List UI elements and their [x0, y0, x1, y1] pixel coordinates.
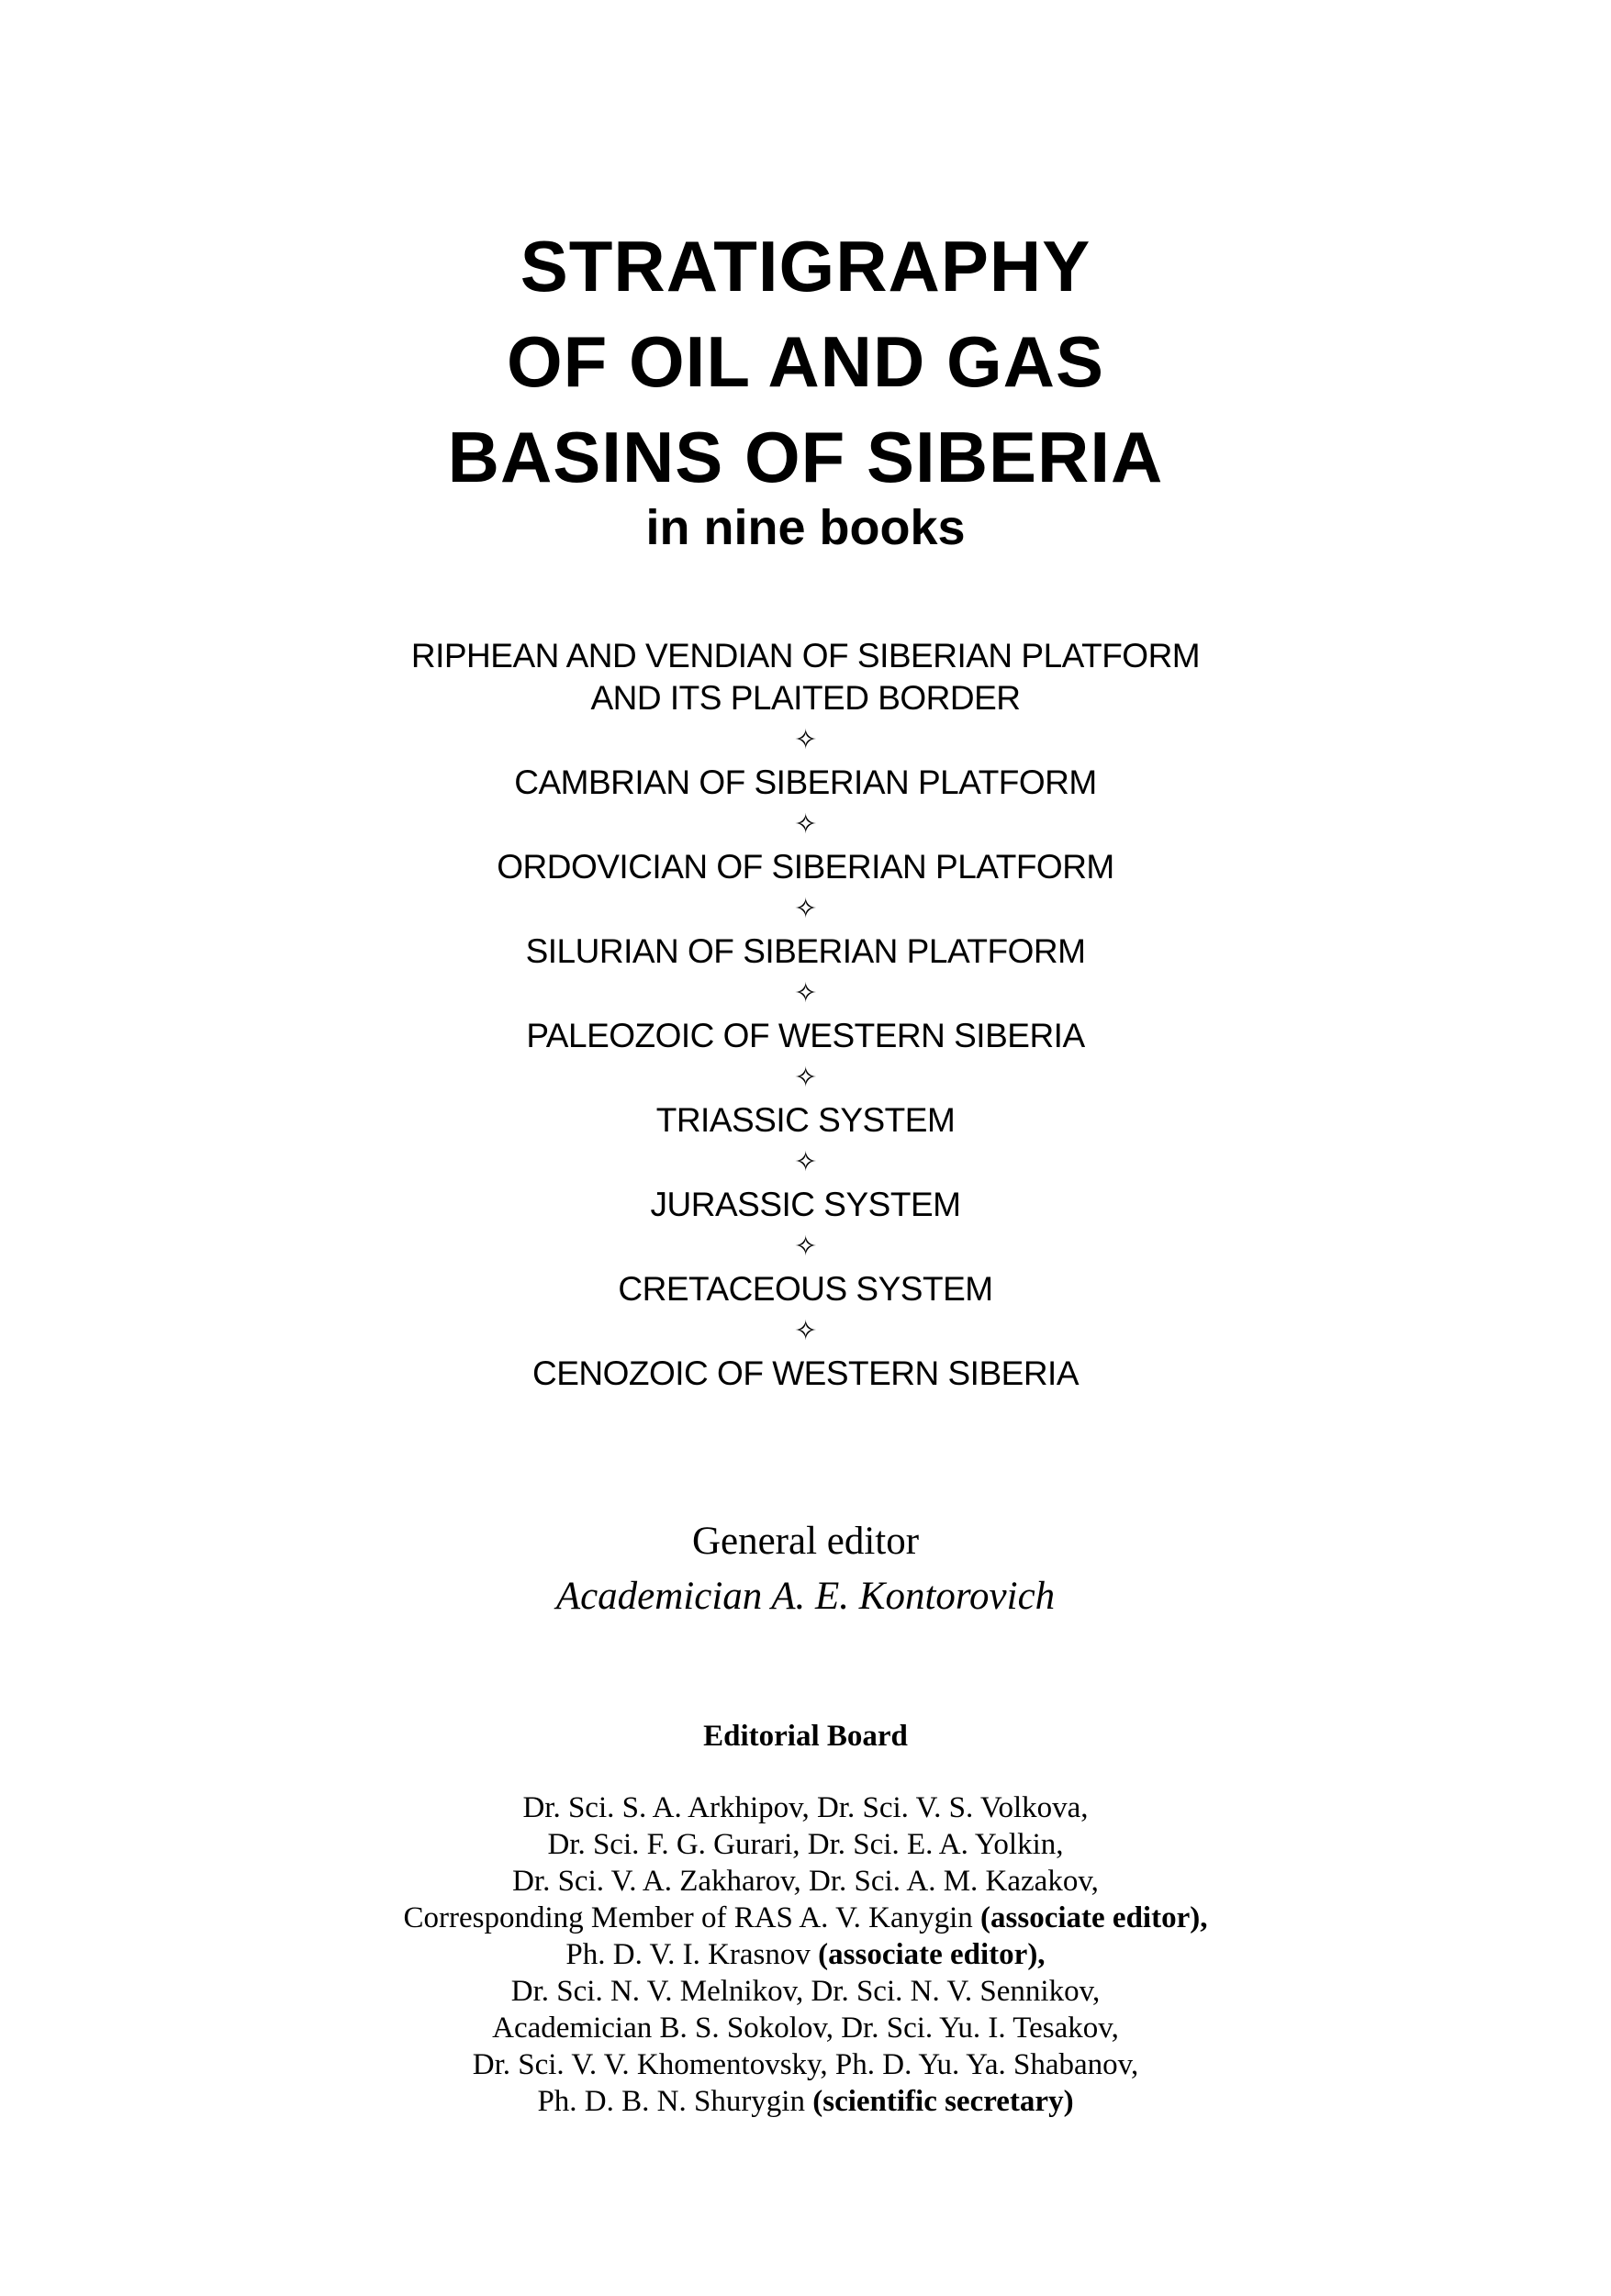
general-editor-label: General editor: [691, 1520, 920, 1563]
book-item: ORDOVICIAN OF SIBERIAN PLATFORM: [497, 848, 1114, 886]
diamond-separator-icon: ✧: [794, 1315, 817, 1347]
diamond-separator-icon: ✧: [794, 893, 817, 925]
book-item: PALEOZOIC OF WESTERN SIBERIA: [526, 1017, 1085, 1054]
editorial-board-members: [0, 1789, 1611, 2120]
diamond-separator-icon: ✧: [794, 1062, 817, 1094]
diamond-separator-icon: ✧: [794, 1231, 817, 1263]
book-item: CRETACEOUS SYSTEM: [618, 1270, 993, 1308]
diamond-separator-icon: ✧: [794, 724, 817, 756]
board-member-line: Dr. Sci. F. G. Gurari, Dr. Sci. E. A. Yolkin,: [547, 1828, 1064, 1861]
board-member-line: Ph. D. V. I. Krasnov (associate editor),: [565, 1938, 1046, 1971]
series-subtitle: in nine books: [645, 500, 966, 555]
board-member-line: Dr. Sci. S. A. Arkhipov, Dr. Sci. V. S. Volkova,: [522, 1791, 1089, 1824]
diamond-separator-icon: ✧: [794, 977, 817, 1009]
diamond-separator-icon: ✧: [794, 1146, 817, 1178]
book-item: CENOZOIC OF WESTERN SIBERIA: [532, 1354, 1079, 1392]
board-member-line: Ph. D. B. N. Shurygin (scientific secretary): [537, 2085, 1074, 2118]
board-member-line: Dr. Sci. N. V. Melnikov, Dr. Sci. N. V. Sennikov,: [510, 1975, 1101, 2008]
book-item: SILURIAN OF SIBERIAN PLATFORM: [525, 932, 1086, 970]
book-item: CAMBRIAN OF SIBERIAN PLATFORM: [514, 763, 1097, 801]
title-line-3: BASINS OF SIBERIA: [447, 417, 1164, 497]
diamond-separator-icon: ✧: [794, 808, 817, 841]
board-member-line: Dr. Sci. V. V. Khomentovsky, Ph. D. Yu. Ya. Shabanov,: [472, 2048, 1139, 2081]
book-title: [0, 218, 1611, 505]
board-member-line: Dr. Sci. V. A. Zakharov, Dr. Sci. A. M. Kazakov,: [512, 1865, 1099, 1898]
book-item: JURASSIC SYSTEM: [650, 1186, 961, 1223]
title-line-1: STRATIGRAPHY: [520, 226, 1091, 307]
board-member-line: Corresponding Member of RAS A. V. Kanygin (associate editor),: [403, 1901, 1208, 1934]
book-item: RIPHEAN AND VENDIAN OF SIBERIAN PLATFORM: [410, 637, 1201, 674]
book-item: TRIASSIC SYSTEM: [655, 1101, 956, 1139]
book-list: [0, 635, 1611, 1395]
editorial-board-label: Editorial Board: [703, 1720, 908, 1753]
general-editor-name: Academician A. E. Kontorovich: [555, 1575, 1056, 1618]
book-item: AND ITS PLAITED BORDER: [590, 679, 1021, 717]
board-member-line: Academician B. S. Sokolov, Dr. Sci. Yu. I. Tesakov,: [492, 2012, 1119, 2045]
title-line-2: OF OIL AND GAS: [506, 321, 1105, 402]
